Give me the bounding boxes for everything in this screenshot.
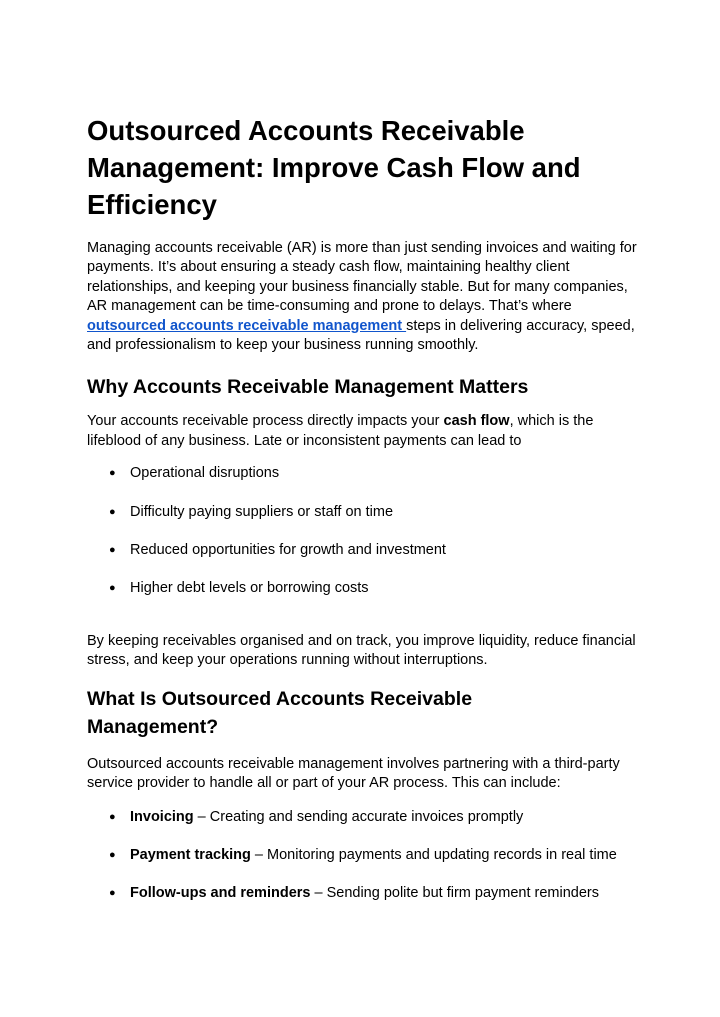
list-item-term: Follow-ups and reminders	[130, 885, 311, 902]
list-item-text: Higher debt levels or borrowing costs	[130, 580, 369, 597]
why-text-before: Your accounts receivable process directly impacts your	[87, 413, 444, 430]
intro-text-after: steps in delivering accuracy, speed, and professionalism to keep your business running smoothly.	[87, 317, 635, 354]
list-item-term: Invoicing	[130, 808, 194, 825]
title-line-2: Management: Improve Cash Flow and	[87, 152, 581, 183]
what-heading-line-1: What Is Outsourced Accounts Receivable	[87, 687, 473, 710]
bullet-icon: ●	[109, 810, 116, 823]
list-item-term: Payment tracking	[130, 846, 251, 863]
list-item	[87, 846, 647, 865]
bullet-icon: ●	[109, 505, 116, 518]
bullet-icon: ●	[109, 544, 116, 557]
intro-paragraph	[87, 239, 647, 355]
why-section-heading: Why Accounts Receivable Management Matters	[87, 376, 529, 399]
what-bullet-list	[87, 808, 647, 904]
list-item	[87, 464, 647, 483]
list-item-text: Difficulty paying suppliers or staff on time	[130, 503, 394, 520]
intro-text-before: Managing accounts receivable (AR) is more than just sending invoices and waiting for payments. It’s about ensuring a steady cash flow, maintaining healthy client relationships, and keeping your business financially stable. But for many companies, AR management can be time-consuming and prone to delays. That’s where	[87, 240, 637, 315]
what-paragraph: Outsourced accounts receivable management involves partnering with a third-party service provider to handle all or part of your AR process. This can include:	[87, 755, 620, 792]
what-section-heading	[87, 685, 647, 741]
bullet-icon: ●	[109, 887, 116, 900]
why-closing-paragraph: By keeping receivables organised and on track, you improve liquidity, reduce financial stress, and keep your operations running without interruptions.	[87, 632, 636, 669]
title-line-3: Efficiency	[87, 189, 217, 220]
outsourced-ar-link[interactable]: outsourced accounts receivable management	[87, 317, 407, 334]
list-item	[87, 808, 647, 827]
page-title	[87, 112, 647, 223]
why-paragraph	[87, 412, 647, 451]
list-item	[87, 541, 647, 560]
what-heading-line-2: Management?	[87, 715, 219, 738]
why-text-after: , which is the lifeblood of any business. Late or inconsistent payments can lead to	[87, 413, 594, 449]
list-item-text: Reduced opportunities for growth and investment	[130, 542, 446, 559]
bullet-icon: ●	[109, 467, 116, 480]
list-item	[87, 884, 647, 903]
bullet-icon: ●	[109, 582, 116, 595]
list-item-desc: – Creating and sending accurate invoices promptly	[193, 808, 524, 825]
bullet-icon: ●	[109, 848, 116, 861]
cash-flow-bold: cash flow	[443, 413, 510, 430]
list-item-desc: – Sending polite but firm payment reminders	[310, 885, 600, 902]
document-page	[87, 112, 647, 904]
list-item-text: Operational disruptions	[130, 465, 280, 482]
list-item	[87, 579, 647, 598]
title-line-1: Outsourced Accounts Receivable	[87, 115, 525, 146]
why-bullet-list	[87, 464, 647, 599]
list-item-desc: – Monitoring payments and updating records in real time	[250, 846, 617, 863]
list-item	[87, 503, 647, 522]
